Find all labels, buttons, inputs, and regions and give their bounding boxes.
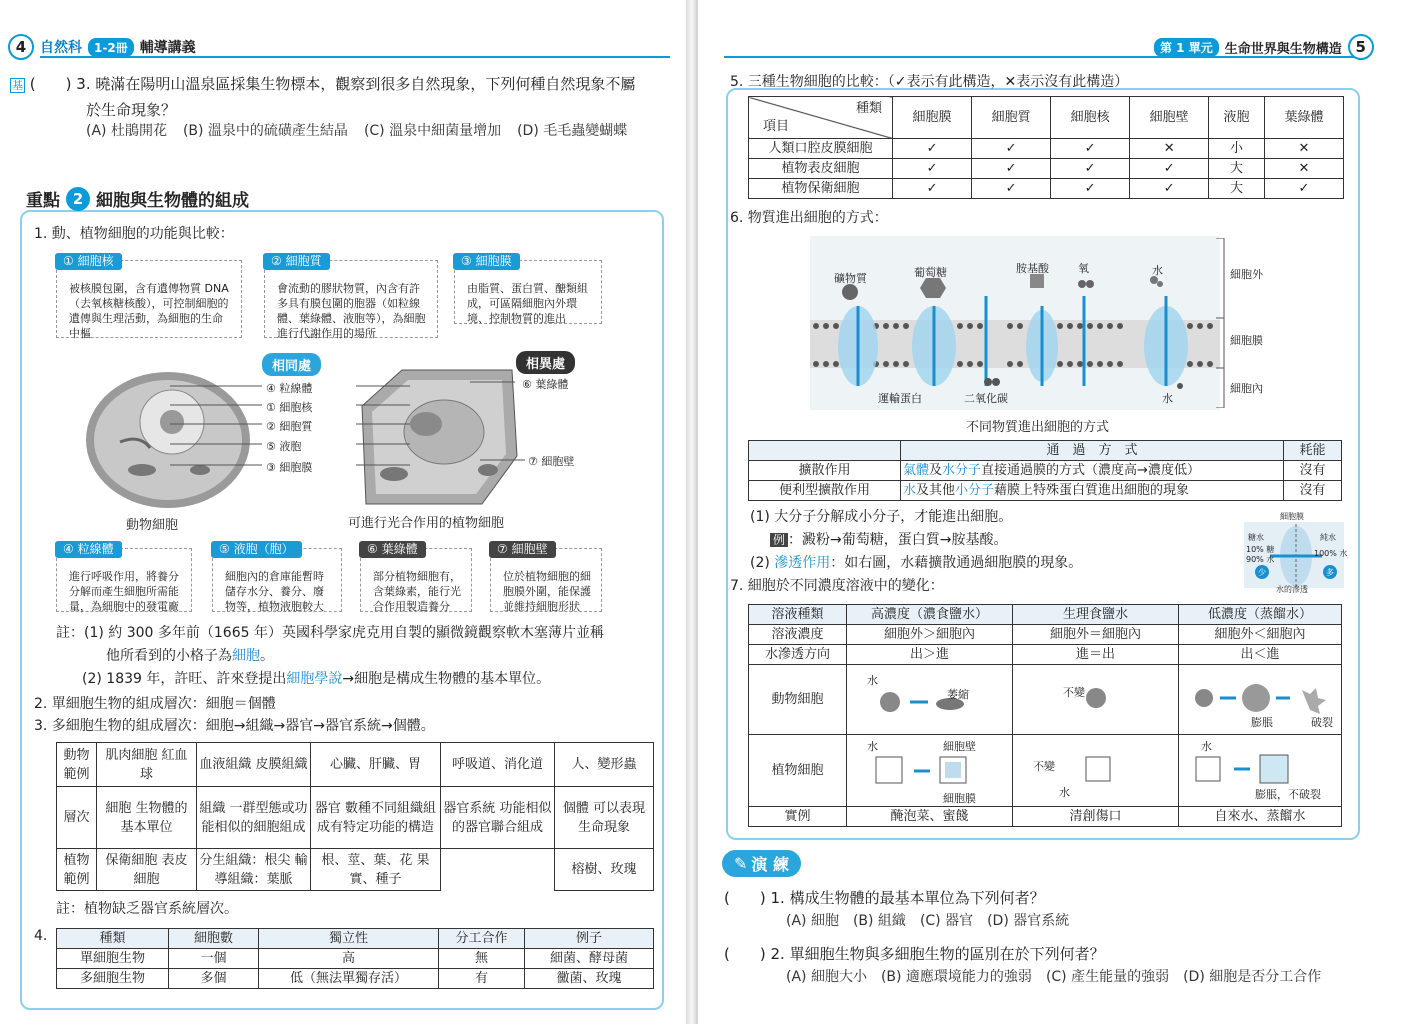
cell: ✓ [893, 159, 972, 179]
example-tag: 例 [770, 533, 788, 547]
card-tag: ⑦ 細胞壁 [489, 541, 556, 558]
item-7: 7. 細胞於不同濃度溶液中的變化： [730, 578, 944, 594]
q-text: 2. 單細胞生物與多細胞生物的區別在於下列何者？ [770, 945, 1105, 963]
cell: 細胞外＞細胞內 [847, 625, 1013, 645]
cell: 細胞膜 [893, 97, 972, 139]
cell: 動物細胞 [749, 665, 847, 735]
same-label: 相同處 [262, 353, 321, 376]
label-glucose: 葡萄糖 [914, 266, 947, 279]
header-rule [40, 56, 670, 58]
q3-options [86, 120, 627, 140]
cell: 高濃度（濃食鹽水） [847, 605, 1013, 625]
option-b[interactable]: (B) 適應環境能力的強弱 [880, 969, 1032, 985]
option-c[interactable]: (C) 溫泉中細菌量增加 [363, 123, 502, 139]
term-osmosis: 滲透作用 [774, 555, 831, 571]
note-6-1: (1) 大分子分解成小分子，才能進出細胞。 [750, 509, 1013, 525]
osm-less: 少 [1258, 568, 1266, 577]
level-mark: 基 [12, 79, 23, 92]
card-text: 部分植物細胞有，含葉綠素，能行光合作用製造養分 [373, 570, 461, 613]
cell: ✓ [893, 139, 972, 159]
cell: 保衛細胞 表皮細胞 [97, 849, 197, 891]
concentration-table [748, 604, 1342, 827]
label-leaders [170, 376, 550, 476]
cell: 分工合作 [439, 929, 525, 949]
label: 破裂 [1311, 716, 1333, 729]
label-chloroplast: ⑥ 葉綠體 [522, 378, 569, 391]
section-heading [26, 186, 249, 211]
label-water-top: 水 [1152, 264, 1163, 277]
right-header [1154, 34, 1374, 60]
option-c[interactable]: (C) 產生能量的強弱 [1045, 969, 1170, 985]
cell: 呼吸道、消化道 [441, 743, 555, 787]
subject: 自然科 [40, 40, 82, 56]
label-amino-acid: 胺基酸 [1016, 262, 1049, 275]
card-tag: ⑤ 液胞（胞） [211, 541, 302, 558]
note-no-organ-system: 註：植物缺乏器官系統層次。 [56, 901, 238, 917]
cell: 通 過 方 式 [901, 441, 1284, 461]
label: 水 [867, 674, 878, 687]
membrane-caption: 不同物質進出細胞的方式 [966, 420, 1110, 435]
term: 小分子 [955, 483, 995, 498]
option-a[interactable]: (A) 細胞 [786, 913, 839, 929]
label: 不變 [1063, 686, 1085, 699]
answer-blank[interactable]: ( ) [724, 889, 766, 907]
cell: 高 [259, 949, 439, 969]
corner-bottom: 項目 [763, 119, 790, 134]
osm-sugar-water: 糖水 [1248, 533, 1264, 542]
cell: 細胞 生物體的基本單位 [97, 787, 197, 849]
cell: 多個 [169, 969, 259, 989]
page-number-right: 5 [1348, 34, 1374, 60]
cell: 細菌、酵母菌 [525, 949, 654, 969]
card-text: 會流動的膠狀物質，內含有許多具有膜包圍的胞器（如粒線體、葉綠體、液胞等），為細胞進行代謝作用的場所 [277, 282, 426, 340]
left-page [0, 0, 690, 1024]
q3-text: 3. 曉滿在陽明山溫泉區採集生物標本，觀察到很多自然現象，下列何種自然現象不屬 [76, 75, 636, 93]
cell: 便利型擴散作用 [749, 481, 901, 501]
label: 膨脹 [1251, 716, 1273, 729]
q3-text2: 於生命現象？ [86, 101, 177, 119]
cell: 沒有 [1284, 461, 1342, 481]
note-label: 註： [56, 625, 84, 641]
corner-top: 種類 [855, 101, 882, 116]
animal-cell-caption: 動物細胞 [126, 518, 179, 533]
section-number-badge: 2 [66, 187, 90, 211]
label: 萎縮 [947, 688, 969, 701]
cell: 細胞核 [1051, 97, 1130, 139]
side-bracket [1214, 238, 1230, 408]
note-1b: 他所看到的小格子為 [106, 648, 232, 664]
cell: 心臟、肝臟、胃 [311, 743, 441, 787]
term-cell: 細胞 [232, 648, 260, 664]
card-text: 進行呼吸作用，將養分分解而產生細胞所需能量，為細胞中的發電廠 [69, 570, 179, 613]
cell: 器官 數種不同組織組成有特定功能的構造 [311, 787, 441, 849]
text: 直接通過膜的方式（濃度高→濃度低） [981, 463, 1200, 478]
cell: 無 [439, 949, 525, 969]
cell: 器官系統 功能相似的器官聯合組成 [441, 787, 555, 849]
label: 膨脹，不破裂 [1255, 788, 1321, 801]
note-1b-end: 。 [260, 648, 274, 664]
card-tag: ④ 粒線體 [55, 541, 122, 558]
cell: 細胞數 [169, 929, 259, 949]
cell: ✕ [1130, 139, 1209, 159]
card-text: 由脂質、蛋白質、醣類組成，可區隔細胞內外環境、控制物質的進出 [467, 282, 588, 325]
option-b[interactable]: (B) 溫泉中的硫磺產生結晶 [182, 123, 348, 139]
cell: 細胞外＜細胞內 [1179, 625, 1342, 645]
organization-levels-table [56, 742, 654, 891]
cell: 耗能 [1284, 441, 1342, 461]
cell: 沒有 [1284, 481, 1342, 501]
cell: 例子 [525, 929, 654, 949]
label-cell-membrane: ③ 細胞膜 [266, 461, 313, 474]
cell: 有 [439, 969, 525, 989]
term: 水分子 [942, 463, 982, 478]
practice-heading [722, 850, 801, 877]
practice-q2 [724, 942, 1105, 966]
term-cell-theory: 細胞學說 [286, 671, 343, 687]
card-tag: ① 細胞核 [55, 253, 122, 270]
cell: 出＜進 [1179, 645, 1342, 665]
osm-10-sugar: 10% 糖 [1246, 545, 1275, 554]
item-3: 3. 多細胞生物的組成層次：細胞→組織→器官→器官系統→個體。 [34, 718, 435, 734]
cell: ✓ [1130, 179, 1209, 199]
card-text: 被核膜包圍，含有遺傳物質 DNA（去氧核糖核酸），可控制細胞的遺傳與生理活動，為細胞的生命中樞 [69, 282, 229, 340]
plant-isotonic [1013, 735, 1179, 807]
item-5: 5. 三種生物細胞的比較：（✓表示有此構造，✕表示沒有此構造） [730, 74, 1129, 90]
cell: 葉綠體 [1264, 97, 1343, 139]
pencil-icon: ✎ [734, 854, 748, 873]
cell: ✓ [1051, 159, 1130, 179]
label-oxygen: 氧 [1078, 262, 1089, 275]
note-6-example [770, 529, 1007, 552]
card-text: 細胞內的倉庫能暫時儲存水分、養分、廢物等，植物液胞較大 [225, 570, 324, 613]
option-c[interactable]: (C) 器官 [919, 913, 974, 929]
practice-q1 [724, 886, 1045, 910]
cell: 擴散作用 [749, 461, 901, 481]
card-cell-wall [490, 542, 602, 613]
cell: 一個 [169, 949, 259, 969]
diff-label: 相異處 [516, 351, 575, 374]
example-text: ：澱粉→葡萄糖，蛋白質→胺基酸。 [788, 532, 1008, 548]
label-vacuole: ⑤ 液胞 [266, 440, 302, 453]
cell: 種類 [57, 929, 169, 949]
osm-100-water: 100% 水 [1314, 549, 1348, 558]
cell: 植物細胞 [749, 735, 847, 807]
card-vacuole [212, 542, 342, 613]
cell: ✕ [1264, 159, 1343, 179]
cell: ✓ [972, 159, 1051, 179]
cell: 獨立性 [259, 929, 439, 949]
card-tag: ② 細胞質 [263, 253, 330, 270]
cell: ✓ [1051, 139, 1130, 159]
cell: 層次 [57, 787, 97, 849]
osm-90-water: 90% 水 [1246, 555, 1275, 564]
option-a[interactable]: (A) 杜鵑開花 [86, 123, 167, 139]
cell: 細胞質 [972, 97, 1051, 139]
osm-pure-water: 純水 [1320, 533, 1336, 542]
card-tag: ⑥ 葉綠體 [359, 541, 426, 558]
volume-tag: 1-2冊 [88, 38, 134, 57]
item-4: 4. [34, 928, 48, 944]
uni-multi-table [56, 928, 654, 989]
card-nucleus [56, 254, 242, 340]
note-6-2 [750, 552, 1082, 575]
cell: 肌肉細胞 紅血球 [97, 743, 197, 787]
practice-q1-options [786, 910, 1069, 930]
cell: 細胞壁 [1130, 97, 1209, 139]
osm-more: 多 [1326, 568, 1334, 577]
guide-label: 輔導講義 [139, 40, 196, 56]
animal-hypotonic [1179, 665, 1342, 735]
answer-blank[interactable]: ( ) [724, 945, 766, 963]
cell: ✓ [1051, 179, 1130, 199]
cell: 多細胞生物 [57, 969, 169, 989]
term: 水 [903, 483, 917, 498]
text: 藉膜上特殊蛋白質進出細胞的現象 [994, 483, 1190, 498]
label-cytoplasm: ② 細胞質 [266, 420, 313, 433]
plant-hypotonic [1179, 735, 1342, 807]
note-1a: (1) 約 300 多年前（1665 年）英國科學家虎克用自製的顯微鏡觀察軟木塞薄片並稱 [84, 625, 604, 641]
cell: 植物表皮細胞 [749, 159, 893, 179]
card-tag: ③ 細胞膜 [453, 253, 520, 270]
card-text: 位於植物細胞的細胞膜外圍，能保護並維持細胞形狀 [503, 570, 591, 613]
corner-cell [749, 97, 893, 139]
cell: 水滲透方向 [749, 645, 847, 665]
animal-hypertonic [847, 665, 1013, 735]
label: 水 [1201, 740, 1212, 753]
page-number: 4 [8, 34, 34, 60]
label-transport-protein: 運輸蛋白 [878, 392, 922, 405]
unit-title: 生命世界與生物構造 [1224, 41, 1342, 57]
label: 水 [867, 740, 878, 753]
cell: 組織 一群型態或功能相似的細胞組成 [197, 787, 311, 849]
cell: 血液組織 皮膜組織 [197, 743, 311, 787]
cell: 生理食鹽水 [1013, 605, 1179, 625]
cell: 出＞進 [847, 645, 1013, 665]
label-inside: 細胞內 [1230, 382, 1263, 395]
practice-q2-options [786, 966, 1321, 986]
cell: 榕樹、玫瑰 [555, 849, 654, 891]
cell: ✓ [972, 139, 1051, 159]
cell: 人、變形蟲 [555, 743, 654, 787]
cell: 醃泡菜、蜜餞 [847, 807, 1013, 827]
cell-comparison-table [748, 96, 1344, 199]
cell: ✓ [893, 179, 972, 199]
label-membrane: 細胞膜 [1230, 334, 1263, 347]
label: 不變 [1033, 760, 1055, 773]
cell [749, 441, 901, 461]
shrink-figure [870, 672, 990, 722]
card-membrane [454, 254, 602, 325]
label-mitochondria: ④ 粒線體 [266, 382, 313, 395]
cell: 低（無法單獨存活） [259, 969, 439, 989]
text: 及 [929, 463, 943, 478]
diffusion-table [748, 440, 1342, 501]
cell: 液胞 [1209, 97, 1265, 139]
label: 水 [1059, 786, 1070, 799]
label-nucleus: ① 細胞核 [266, 401, 313, 414]
note-2b: →細胞是構成生物體的基本單位。 [342, 671, 551, 687]
term: 氣體 [903, 463, 930, 478]
text: (2) [750, 555, 775, 571]
cell: 個體 可以表現生命現象 [555, 787, 654, 849]
osm-caption: 水的滲透 [1276, 585, 1308, 594]
option-d[interactable]: (D) 器官系統 [987, 913, 1070, 929]
label-cell-wall: ⑦ 細胞壁 [528, 455, 575, 468]
label-outside: 細胞外 [1230, 268, 1263, 281]
note-history [56, 622, 656, 691]
osm-membrane: 細胞膜 [1280, 512, 1304, 521]
item-6: 6. 物質進出細胞的方式： [730, 210, 888, 226]
card-cytoplasm [264, 254, 438, 340]
label: 細胞膜 [943, 792, 976, 805]
section-title: 細胞與生物體的組成 [96, 191, 249, 211]
cell: 自來水、蒸餾水 [1179, 807, 1342, 827]
unit-tag: 第 1 單元 [1154, 38, 1219, 57]
cell: 植物範例 [57, 849, 97, 891]
cell: 低濃度（蒸餾水） [1179, 605, 1342, 625]
text: 及其他 [916, 483, 956, 498]
cell: 動物範例 [57, 743, 97, 787]
option-d[interactable]: (D) 毛毛蟲變蝴蝶 [517, 123, 628, 139]
q-text: 1. 構成生物體的最基本單位為下列何者？ [770, 889, 1045, 907]
cell: 大 [1209, 179, 1265, 199]
item-2: 2. 單細胞生物的組成層次：細胞＝個體 [34, 696, 276, 712]
cell: 清創傷口 [1013, 807, 1179, 827]
cell: 單細胞生物 [57, 949, 169, 969]
cell: 根、莖、葉、花 果實、種子 [311, 849, 441, 891]
text: ：如右圖，水藉擴散通過細胞膜的現象。 [830, 555, 1083, 571]
card-mitochondria [56, 542, 192, 613]
practice-label: 演 練 [751, 855, 789, 874]
cell: ✓ [1130, 159, 1209, 179]
note-2a: (2) 1839 年，許旺、許來登提出 [82, 671, 287, 687]
cell: 進＝出 [1013, 645, 1179, 665]
cell: 黴菌、玫瑰 [525, 969, 654, 989]
label-co2: 二氧化碳 [964, 392, 1008, 405]
cell: 溶液濃度 [749, 625, 847, 645]
option-a[interactable]: (A) 細胞大小 [786, 969, 867, 985]
cell: 大 [1209, 159, 1265, 179]
label: 細胞壁 [943, 740, 976, 753]
label-minerals: 礦物質 [834, 272, 867, 285]
card-chloroplast [360, 542, 472, 613]
cell: ✓ [1264, 179, 1343, 199]
label-water-bottom: 水 [1162, 392, 1173, 405]
cell: 小 [1209, 139, 1265, 159]
book-spine [686, 0, 698, 1024]
cell: 人類口腔皮膜細胞 [749, 139, 893, 159]
option-b[interactable]: (B) 組織 [852, 913, 906, 929]
item-1-title: 1. 動、植物細胞的功能與比較： [34, 226, 234, 242]
cell: ✓ [972, 179, 1051, 199]
cell: 細胞外＝細胞內 [1013, 625, 1179, 645]
cell: 分生組織：根尖 輸導組織：葉脈 [197, 849, 311, 891]
cell: 溶液種類 [749, 605, 847, 625]
cell: 植物保衛細胞 [749, 179, 893, 199]
plant-hypertonic [847, 735, 1013, 807]
animal-isotonic [1013, 665, 1179, 735]
question-3 [10, 72, 670, 122]
cell: ✕ [1264, 139, 1343, 159]
plant-cell-caption: 可進行光合作用的植物細胞 [348, 516, 505, 531]
section-label: 重點 [26, 191, 60, 211]
answer-blank[interactable]: ( ) [29, 75, 72, 93]
option-d[interactable]: (D) 細胞是否分工合作 [1183, 969, 1322, 985]
cell: 實例 [749, 807, 847, 827]
